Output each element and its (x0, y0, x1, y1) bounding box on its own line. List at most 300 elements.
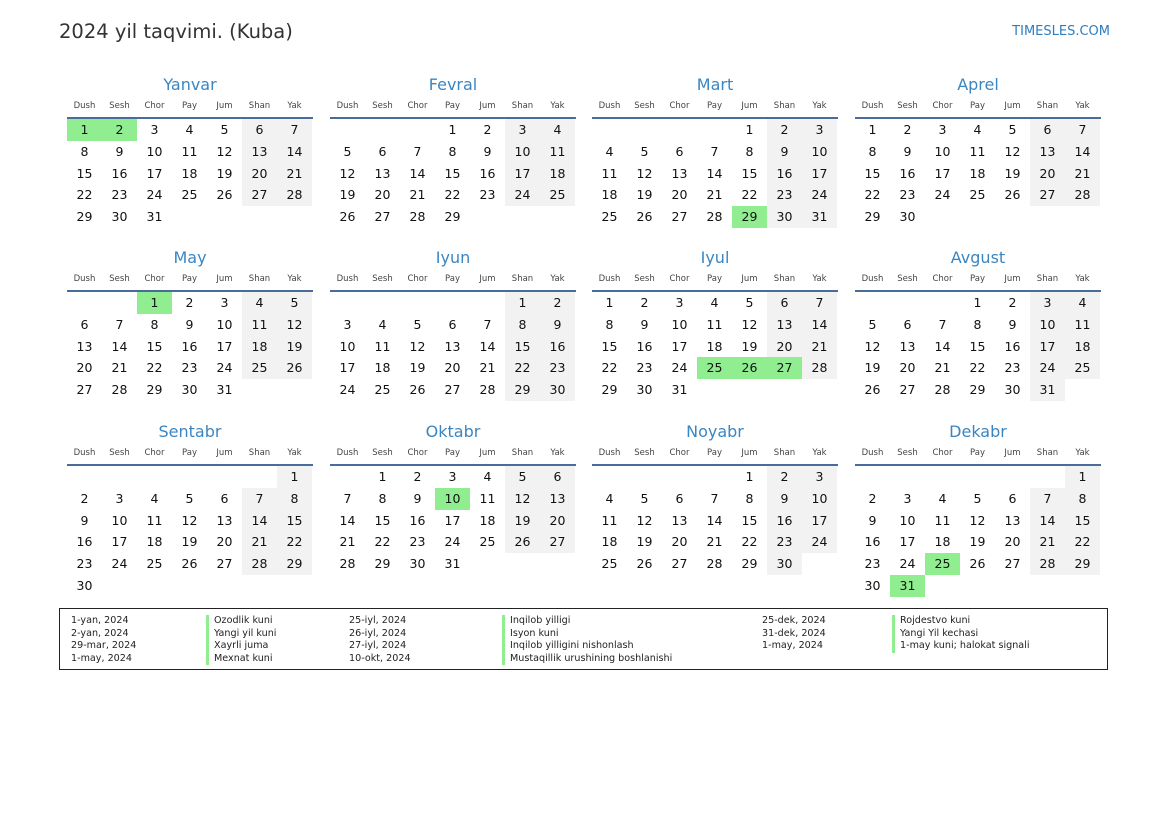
day-cell: 29 (76, 209, 93, 225)
week-row (855, 314, 1101, 336)
day-cell: 10 (146, 143, 163, 159)
day-cell: 25 (242, 357, 277, 379)
day-cell: 22 (969, 360, 986, 376)
month-block (67, 247, 313, 401)
weekday-label: Jum (1004, 101, 1021, 111)
week-row (855, 163, 1101, 185)
day-cell: 13 (1030, 141, 1065, 163)
weekday-label: Jum (741, 101, 758, 111)
day-cell: 6 (675, 490, 684, 506)
day-cell: 27 (216, 556, 233, 572)
day-cell: 29 (374, 556, 391, 572)
weekday-label: Yak (287, 448, 302, 458)
day-cell: 8 (1065, 488, 1100, 510)
weekday-header (330, 443, 576, 466)
day-cell: 26 (181, 556, 198, 572)
day-cell: 21 (339, 534, 356, 550)
day-cell: 12 (505, 488, 540, 510)
day-cell: 7 (242, 488, 277, 510)
holiday-day-cell: 26 (732, 357, 767, 379)
week-row (592, 531, 838, 553)
day-cell: 29 (444, 209, 461, 225)
day-cell: 1 (277, 466, 312, 488)
day-cell: 8 (868, 143, 877, 159)
day-cell: 9 (185, 316, 194, 332)
empty-day-cell (540, 206, 575, 228)
day-cell: 31 (802, 206, 837, 228)
day-cell: 5 (413, 316, 422, 332)
weekday-label: Jum (216, 274, 233, 284)
weekday-label: Chor (144, 448, 165, 458)
week-row (330, 531, 576, 553)
weekday-label: Yak (1075, 101, 1090, 111)
week-row (592, 314, 838, 336)
week-row (592, 553, 838, 575)
day-cell: 9 (868, 512, 877, 528)
empty-day-cell (67, 466, 102, 488)
weekday-header (592, 269, 838, 292)
holiday-name: Mexnat kuni (206, 653, 276, 666)
day-cell: 14 (111, 338, 128, 354)
day-cell: 15 (741, 165, 758, 181)
day-cell: 16 (1004, 338, 1021, 354)
weekday-label: Yak (1075, 274, 1090, 284)
weekday-label: Chor (407, 274, 428, 284)
day-cell: 3 (150, 122, 159, 137)
weekday-label: Yak (812, 448, 827, 458)
weekday-label: Sesh (109, 274, 130, 284)
day-cell: 22 (374, 534, 391, 550)
weekday-label: Yak (287, 101, 302, 111)
weekday-header (855, 269, 1101, 292)
weekday-header (592, 443, 838, 466)
week-row (592, 357, 838, 379)
month-name: Oktabr (425, 422, 481, 441)
day-cell: 28 (277, 184, 312, 206)
weekday-label: Sesh (372, 101, 393, 111)
weekday-label: Chor (407, 101, 428, 111)
empty-day-cell (470, 292, 505, 314)
day-cell: 19 (864, 360, 881, 376)
empty-day-cell (925, 575, 960, 597)
day-cell: 1 (868, 122, 877, 137)
day-cell: 1 (1065, 466, 1100, 488)
day-cell: 13 (767, 314, 802, 336)
day-cell: 29 (601, 382, 618, 398)
weekday-label: Dush (73, 274, 96, 284)
day-cell: 12 (181, 512, 198, 528)
day-cell: 5 (220, 122, 229, 137)
week-row (330, 292, 576, 314)
day-cell: 24 (802, 531, 837, 553)
month-block (855, 421, 1101, 597)
holiday-name: Ozodlik kuni (206, 615, 276, 628)
month-name: Dekabr (949, 422, 1007, 441)
day-cell: 25 (181, 187, 198, 203)
day-cell: 4 (242, 292, 277, 314)
day-cell: 19 (277, 336, 312, 358)
day-cell: 3 (1030, 292, 1065, 314)
day-cell: 14 (706, 165, 723, 181)
holiday-name: Isyon kuni (502, 628, 672, 641)
day-cell: 12 (277, 314, 312, 336)
day-cell: 27 (671, 556, 688, 572)
holiday-day-cell: 31 (890, 575, 925, 597)
day-cell: 28 (111, 382, 128, 398)
day-cell: 2 (868, 490, 877, 506)
day-cell: 10 (899, 512, 916, 528)
weekday-label: Chor (144, 101, 165, 111)
day-cell: 26 (409, 382, 426, 398)
weekday-label: Yak (550, 274, 565, 284)
empty-day-cell (102, 292, 137, 314)
weekday-label: Shan (773, 274, 796, 284)
day-cell: 3 (505, 119, 540, 141)
day-cell: 12 (636, 512, 653, 528)
holiday-name: Inqilob yilligini nishonlash (502, 640, 672, 653)
day-cell: 1 (973, 295, 982, 310)
day-cell: 12 (339, 165, 356, 181)
weekday-label: Sesh (634, 448, 655, 458)
day-cell: 4 (378, 316, 387, 332)
day-cell: 12 (636, 165, 653, 181)
week-row (855, 466, 1101, 488)
day-cell: 13 (444, 338, 461, 354)
day-cell: 13 (242, 141, 277, 163)
weekday-label: Dush (73, 101, 96, 111)
holiday-date: 1-yan, 2024 (71, 615, 129, 626)
weekday-label: Pay (707, 448, 722, 458)
day-cell: 4 (605, 143, 614, 159)
weekday-label: Pay (970, 448, 985, 458)
week-row (855, 206, 1101, 228)
weekday-label: Sesh (109, 448, 130, 458)
day-cell: 3 (448, 469, 457, 484)
day-cell: 21 (111, 360, 128, 376)
day-cell: 11 (540, 141, 575, 163)
day-cell: 20 (1004, 534, 1021, 550)
day-cell: 27 (1030, 184, 1065, 206)
weekday-header (330, 96, 576, 119)
weekday-label: Shan (511, 274, 534, 284)
empty-day-cell (330, 466, 365, 488)
day-cell: 29 (741, 556, 758, 572)
weekday-label: Sesh (634, 101, 655, 111)
day-cell: 25 (601, 556, 618, 572)
empty-day-cell (102, 575, 137, 597)
day-cell: 24 (146, 187, 163, 203)
day-cell: 22 (505, 357, 540, 379)
empty-day-cell (855, 292, 890, 314)
day-cell: 26 (339, 209, 356, 225)
day-cell: 28 (339, 556, 356, 572)
day-cell: 8 (80, 143, 89, 159)
day-cell: 16 (864, 534, 881, 550)
day-cell: 23 (767, 184, 802, 206)
week-row (67, 292, 313, 314)
day-cell: 14 (277, 141, 312, 163)
day-cell: 25 (146, 556, 163, 572)
day-cell: 11 (969, 143, 986, 159)
day-cell: 8 (973, 316, 982, 332)
holiday-name: Yangi yil kuni (206, 628, 276, 641)
day-cell: 16 (76, 534, 93, 550)
weekday-label: Shan (773, 101, 796, 111)
day-cell: 24 (111, 556, 128, 572)
holiday-name: Xayrli juma (206, 640, 276, 653)
day-cell: 12 (741, 316, 758, 332)
weekday-label: Chor (669, 101, 690, 111)
empty-day-cell (172, 206, 207, 228)
empty-day-cell (890, 466, 925, 488)
weekday-header (67, 96, 313, 119)
week-row (67, 141, 313, 163)
month-block (592, 247, 838, 401)
day-cell: 24 (339, 382, 356, 398)
holiday-name: Rojdestvo kuni (892, 615, 1030, 628)
day-cell: 9 (540, 314, 575, 336)
day-cell: 12 (216, 143, 233, 159)
empty-day-cell (697, 379, 732, 401)
day-cell: 9 (80, 512, 89, 528)
day-cell: 4 (710, 295, 719, 310)
day-cell: 18 (146, 534, 163, 550)
empty-day-cell (995, 206, 1030, 228)
day-cell: 3 (675, 295, 684, 310)
day-cell: 5 (185, 490, 194, 506)
week-row (855, 336, 1101, 358)
day-cell: 5 (973, 490, 982, 506)
day-cell: 28 (802, 357, 837, 379)
day-cell: 9 (903, 143, 912, 159)
weekday-label: Dush (73, 448, 96, 458)
day-cell: 23 (899, 187, 916, 203)
day-cell: 5 (505, 466, 540, 488)
day-cell: 17 (339, 360, 356, 376)
day-cell: 25 (540, 184, 575, 206)
day-cell: 18 (706, 338, 723, 354)
holiday-name: 1-may kuni; halokat signali (892, 640, 1030, 653)
day-cell: 20 (899, 360, 916, 376)
weekday-label: Sesh (897, 448, 918, 458)
day-cell: 22 (277, 531, 312, 553)
day-cell: 6 (242, 119, 277, 141)
day-cell: 27 (242, 184, 277, 206)
empty-day-cell (697, 466, 732, 488)
day-cell: 21 (1030, 531, 1065, 553)
holiday-name: Yangi Yil kechasi (892, 628, 1030, 641)
week-row (67, 119, 313, 141)
weekday-label: Dush (861, 448, 884, 458)
weekday-label: Shan (773, 448, 796, 458)
empty-day-cell (1030, 206, 1065, 228)
day-cell: 19 (741, 338, 758, 354)
day-cell: 15 (505, 336, 540, 358)
day-cell: 16 (540, 336, 575, 358)
empty-day-cell (767, 379, 802, 401)
day-cell: 27 (671, 209, 688, 225)
day-cell: 19 (636, 534, 653, 550)
empty-day-cell (330, 119, 365, 141)
holiday-name-column (892, 615, 1030, 653)
day-cell: 2 (1008, 295, 1017, 310)
day-cell: 30 (767, 206, 802, 228)
weekday-label: Dush (336, 101, 359, 111)
day-cell: 20 (671, 187, 688, 203)
weekday-label: Yak (550, 448, 565, 458)
day-cell: 12 (1004, 143, 1021, 159)
week-row (67, 336, 313, 358)
weekday-label: Sesh (634, 274, 655, 284)
day-cell: 22 (146, 360, 163, 376)
weekday-label: Jum (741, 448, 758, 458)
day-cell: 1 (448, 122, 457, 137)
day-cell: 1 (745, 469, 754, 484)
day-cell: 10 (339, 338, 356, 354)
day-cell: 24 (216, 360, 233, 376)
day-cell: 31 (1030, 379, 1065, 401)
day-cell: 7 (710, 143, 719, 159)
weekday-header (67, 443, 313, 466)
empty-day-cell (330, 292, 365, 314)
day-cell: 29 (1065, 553, 1100, 575)
day-cell: 9 (767, 141, 802, 163)
weekday-label: Chor (932, 448, 953, 458)
day-cell: 16 (181, 338, 198, 354)
day-cell: 30 (76, 577, 93, 593)
day-cell: 4 (540, 119, 575, 141)
day-cell: 25 (969, 187, 986, 203)
day-cell: 19 (1004, 165, 1021, 181)
weekday-label: Shan (248, 101, 271, 111)
day-cell: 5 (745, 295, 754, 310)
weekday-label: Chor (669, 274, 690, 284)
day-cell: 13 (76, 338, 93, 354)
weekday-label: Dush (598, 274, 621, 284)
weekday-label: Yak (1075, 448, 1090, 458)
holiday-name-column (206, 615, 276, 665)
day-cell: 16 (767, 510, 802, 532)
day-cell: 15 (1065, 510, 1100, 532)
day-cell: 11 (242, 314, 277, 336)
empty-day-cell (1065, 575, 1100, 597)
day-cell: 16 (899, 165, 916, 181)
holiday-date-column (71, 615, 136, 665)
day-cell: 7 (938, 316, 947, 332)
weekday-label: Chor (144, 274, 165, 284)
month-block (855, 74, 1101, 228)
empty-day-cell (925, 206, 960, 228)
holiday-date-column (349, 615, 411, 665)
day-cell: 19 (969, 534, 986, 550)
day-cell: 10 (671, 316, 688, 332)
day-cell: 3 (220, 295, 229, 310)
day-cell: 31 (146, 209, 163, 225)
week-row (855, 510, 1101, 532)
week-row (330, 336, 576, 358)
week-row (67, 488, 313, 510)
weekday-label: Chor (407, 448, 428, 458)
day-cell: 2 (903, 122, 912, 137)
weekday-label: Dush (336, 448, 359, 458)
day-cell: 31 (444, 556, 461, 572)
empty-day-cell (207, 466, 242, 488)
day-cell: 14 (479, 338, 496, 354)
week-row (855, 531, 1101, 553)
day-cell: 17 (802, 163, 837, 185)
day-cell: 7 (483, 316, 492, 332)
day-cell: 27 (374, 209, 391, 225)
day-cell: 2 (767, 119, 802, 141)
day-cell: 7 (413, 143, 422, 159)
day-cell: 28 (242, 553, 277, 575)
empty-day-cell (540, 553, 575, 575)
day-cell: 21 (277, 163, 312, 185)
day-cell: 24 (802, 184, 837, 206)
weekday-label: Pay (182, 448, 197, 458)
day-cell: 15 (601, 338, 618, 354)
day-cell: 17 (1030, 336, 1065, 358)
day-cell: 26 (636, 209, 653, 225)
day-cell: 27 (1004, 556, 1021, 572)
empty-day-cell (592, 119, 627, 141)
month-name: Iyul (700, 248, 730, 267)
site-link[interactable]: TIMESLES.COM (1012, 24, 1110, 39)
weekday-label: Shan (1036, 274, 1059, 284)
day-cell: 18 (181, 165, 198, 181)
empty-day-cell (277, 379, 312, 401)
day-cell: 17 (146, 165, 163, 181)
day-cell: 28 (1030, 553, 1065, 575)
day-cell: 13 (671, 512, 688, 528)
day-cell: 30 (767, 553, 802, 575)
empty-day-cell (207, 575, 242, 597)
day-cell: 20 (444, 360, 461, 376)
week-row (592, 119, 838, 141)
empty-day-cell (627, 119, 662, 141)
empty-day-cell (995, 466, 1030, 488)
day-cell: 22 (76, 187, 93, 203)
weekday-label: Yak (550, 101, 565, 111)
day-cell: 11 (1065, 314, 1100, 336)
day-cell: 14 (339, 512, 356, 528)
day-cell: 14 (1065, 141, 1100, 163)
day-cell: 17 (444, 512, 461, 528)
day-cell: 14 (409, 165, 426, 181)
holiday-date: 1-may, 2024 (71, 652, 132, 664)
holiday-date: 29-mar, 2024 (71, 640, 137, 652)
week-row (855, 488, 1101, 510)
week-row (67, 357, 313, 379)
day-cell: 27 (76, 382, 93, 398)
empty-day-cell (855, 466, 890, 488)
day-cell: 2 (540, 292, 575, 314)
day-cell: 13 (374, 165, 391, 181)
empty-day-cell (960, 575, 995, 597)
empty-day-cell (207, 206, 242, 228)
day-cell: 18 (374, 360, 391, 376)
day-cell: 7 (710, 490, 719, 506)
empty-day-cell (172, 575, 207, 597)
weekday-label: Jum (1004, 448, 1021, 458)
holiday-legend (59, 608, 1108, 670)
day-cell: 5 (1008, 122, 1017, 137)
day-cell: 17 (899, 534, 916, 550)
day-cell: 18 (969, 165, 986, 181)
empty-day-cell (67, 292, 102, 314)
day-cell: 9 (640, 316, 649, 332)
holiday-date: 2-yan, 2024 (71, 627, 129, 639)
